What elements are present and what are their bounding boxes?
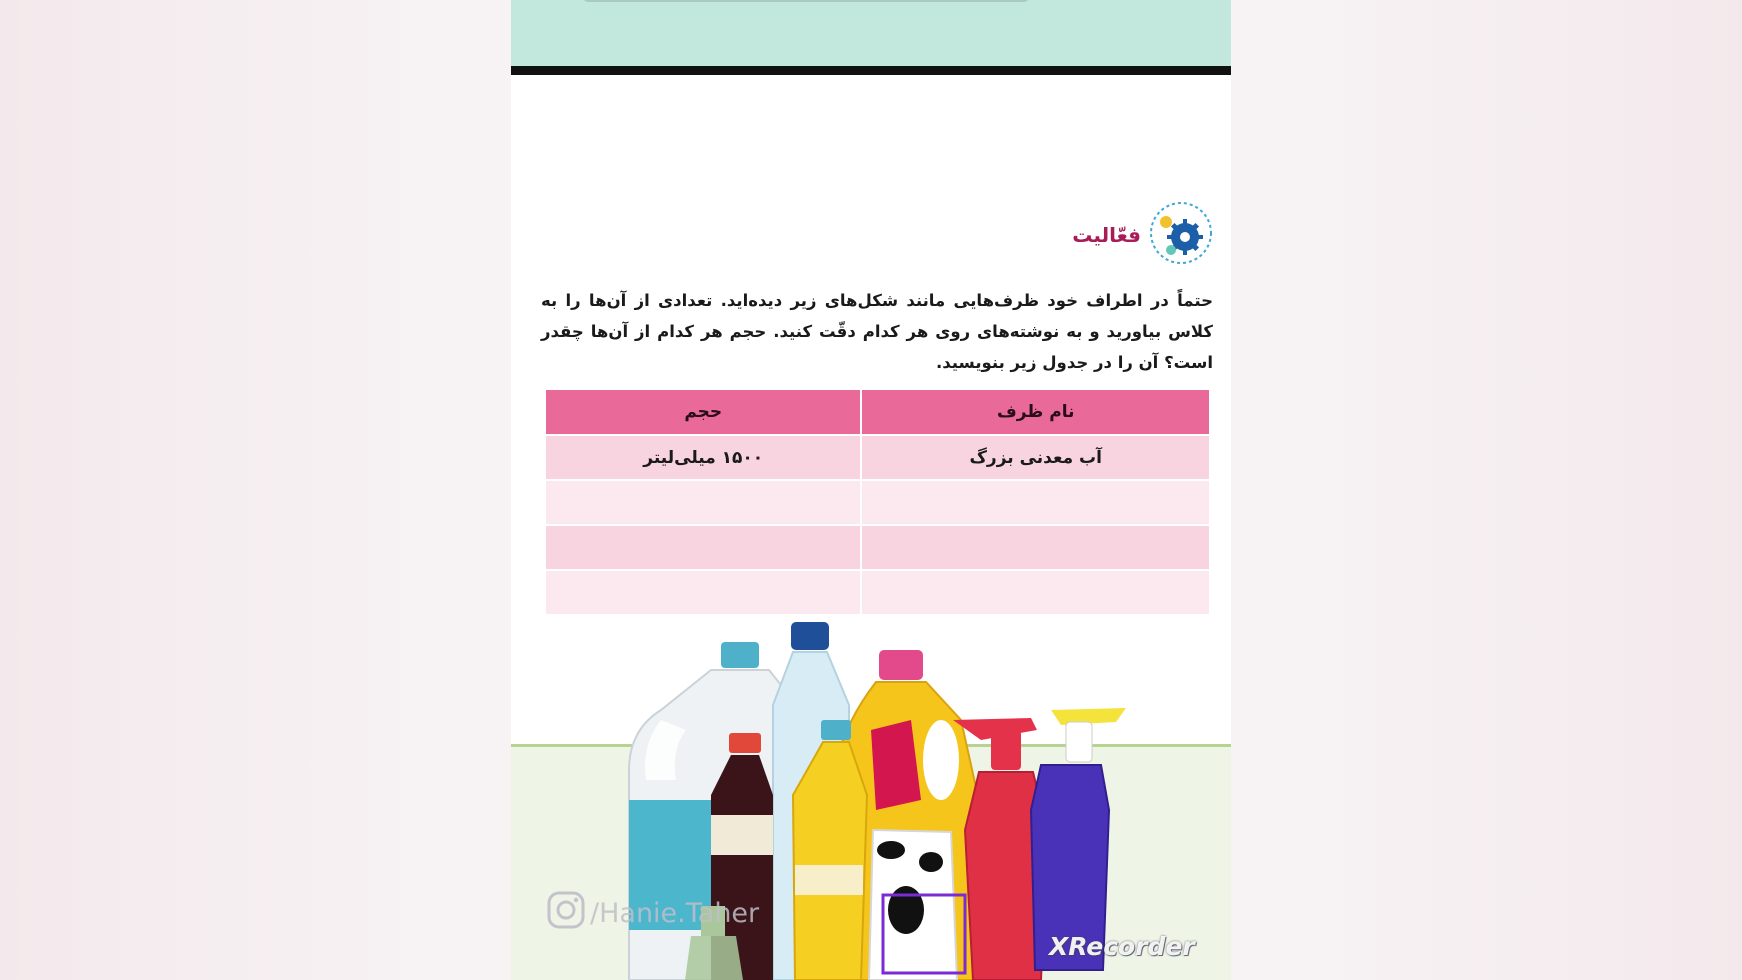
table-row (545, 480, 1210, 525)
table-cell-name (861, 570, 1210, 615)
purple-spray-bottle (1031, 708, 1126, 970)
watermark-handle-text: /Hanie.Taher (590, 898, 760, 929)
table-cell-volume (545, 525, 861, 570)
textbook-page (511, 0, 1231, 980)
header-volume: حجم (545, 390, 861, 435)
table-cell-volume (545, 570, 861, 615)
table-cell-volume (545, 480, 861, 525)
divider-rule (511, 66, 1231, 75)
milk-carton (869, 830, 965, 980)
header-container-name: نام ظرف (861, 390, 1210, 435)
watermark-handle (546, 890, 759, 937)
table-header-row (545, 390, 1210, 435)
activity-header (1072, 200, 1213, 270)
table-row (545, 435, 1210, 480)
table-cell-name: آب معدنی بزرگ (861, 435, 1210, 480)
gears-icon (1147, 200, 1213, 270)
activity-title: فعّالیت (1072, 223, 1141, 247)
table-cell-name (861, 480, 1210, 525)
instagram-logo-icon (546, 890, 586, 937)
recorder-watermark: XRecorder (1049, 932, 1195, 961)
activity-instructions: حتماً در اطراف خود ظرف‌هایی مانند شکل‌های زیر دیده‌اید. تعدادی از آن‌ها را به کلاس بیاورید و به نوشته‌های روی هر کدام دقّت کنید. حجم هر کدام از آن‌ها چقدر است؟ آن را در جدول زیر بنویسید. (541, 290, 1213, 372)
volume-table (544, 390, 1211, 616)
top-band (511, 0, 1231, 66)
top-tab-edge (581, 0, 1031, 2)
table-row (545, 525, 1210, 570)
table-row (545, 570, 1210, 615)
table-cell-volume: ۱۵۰۰ میلی‌لیتر (545, 435, 861, 480)
table-cell-name (861, 525, 1210, 570)
